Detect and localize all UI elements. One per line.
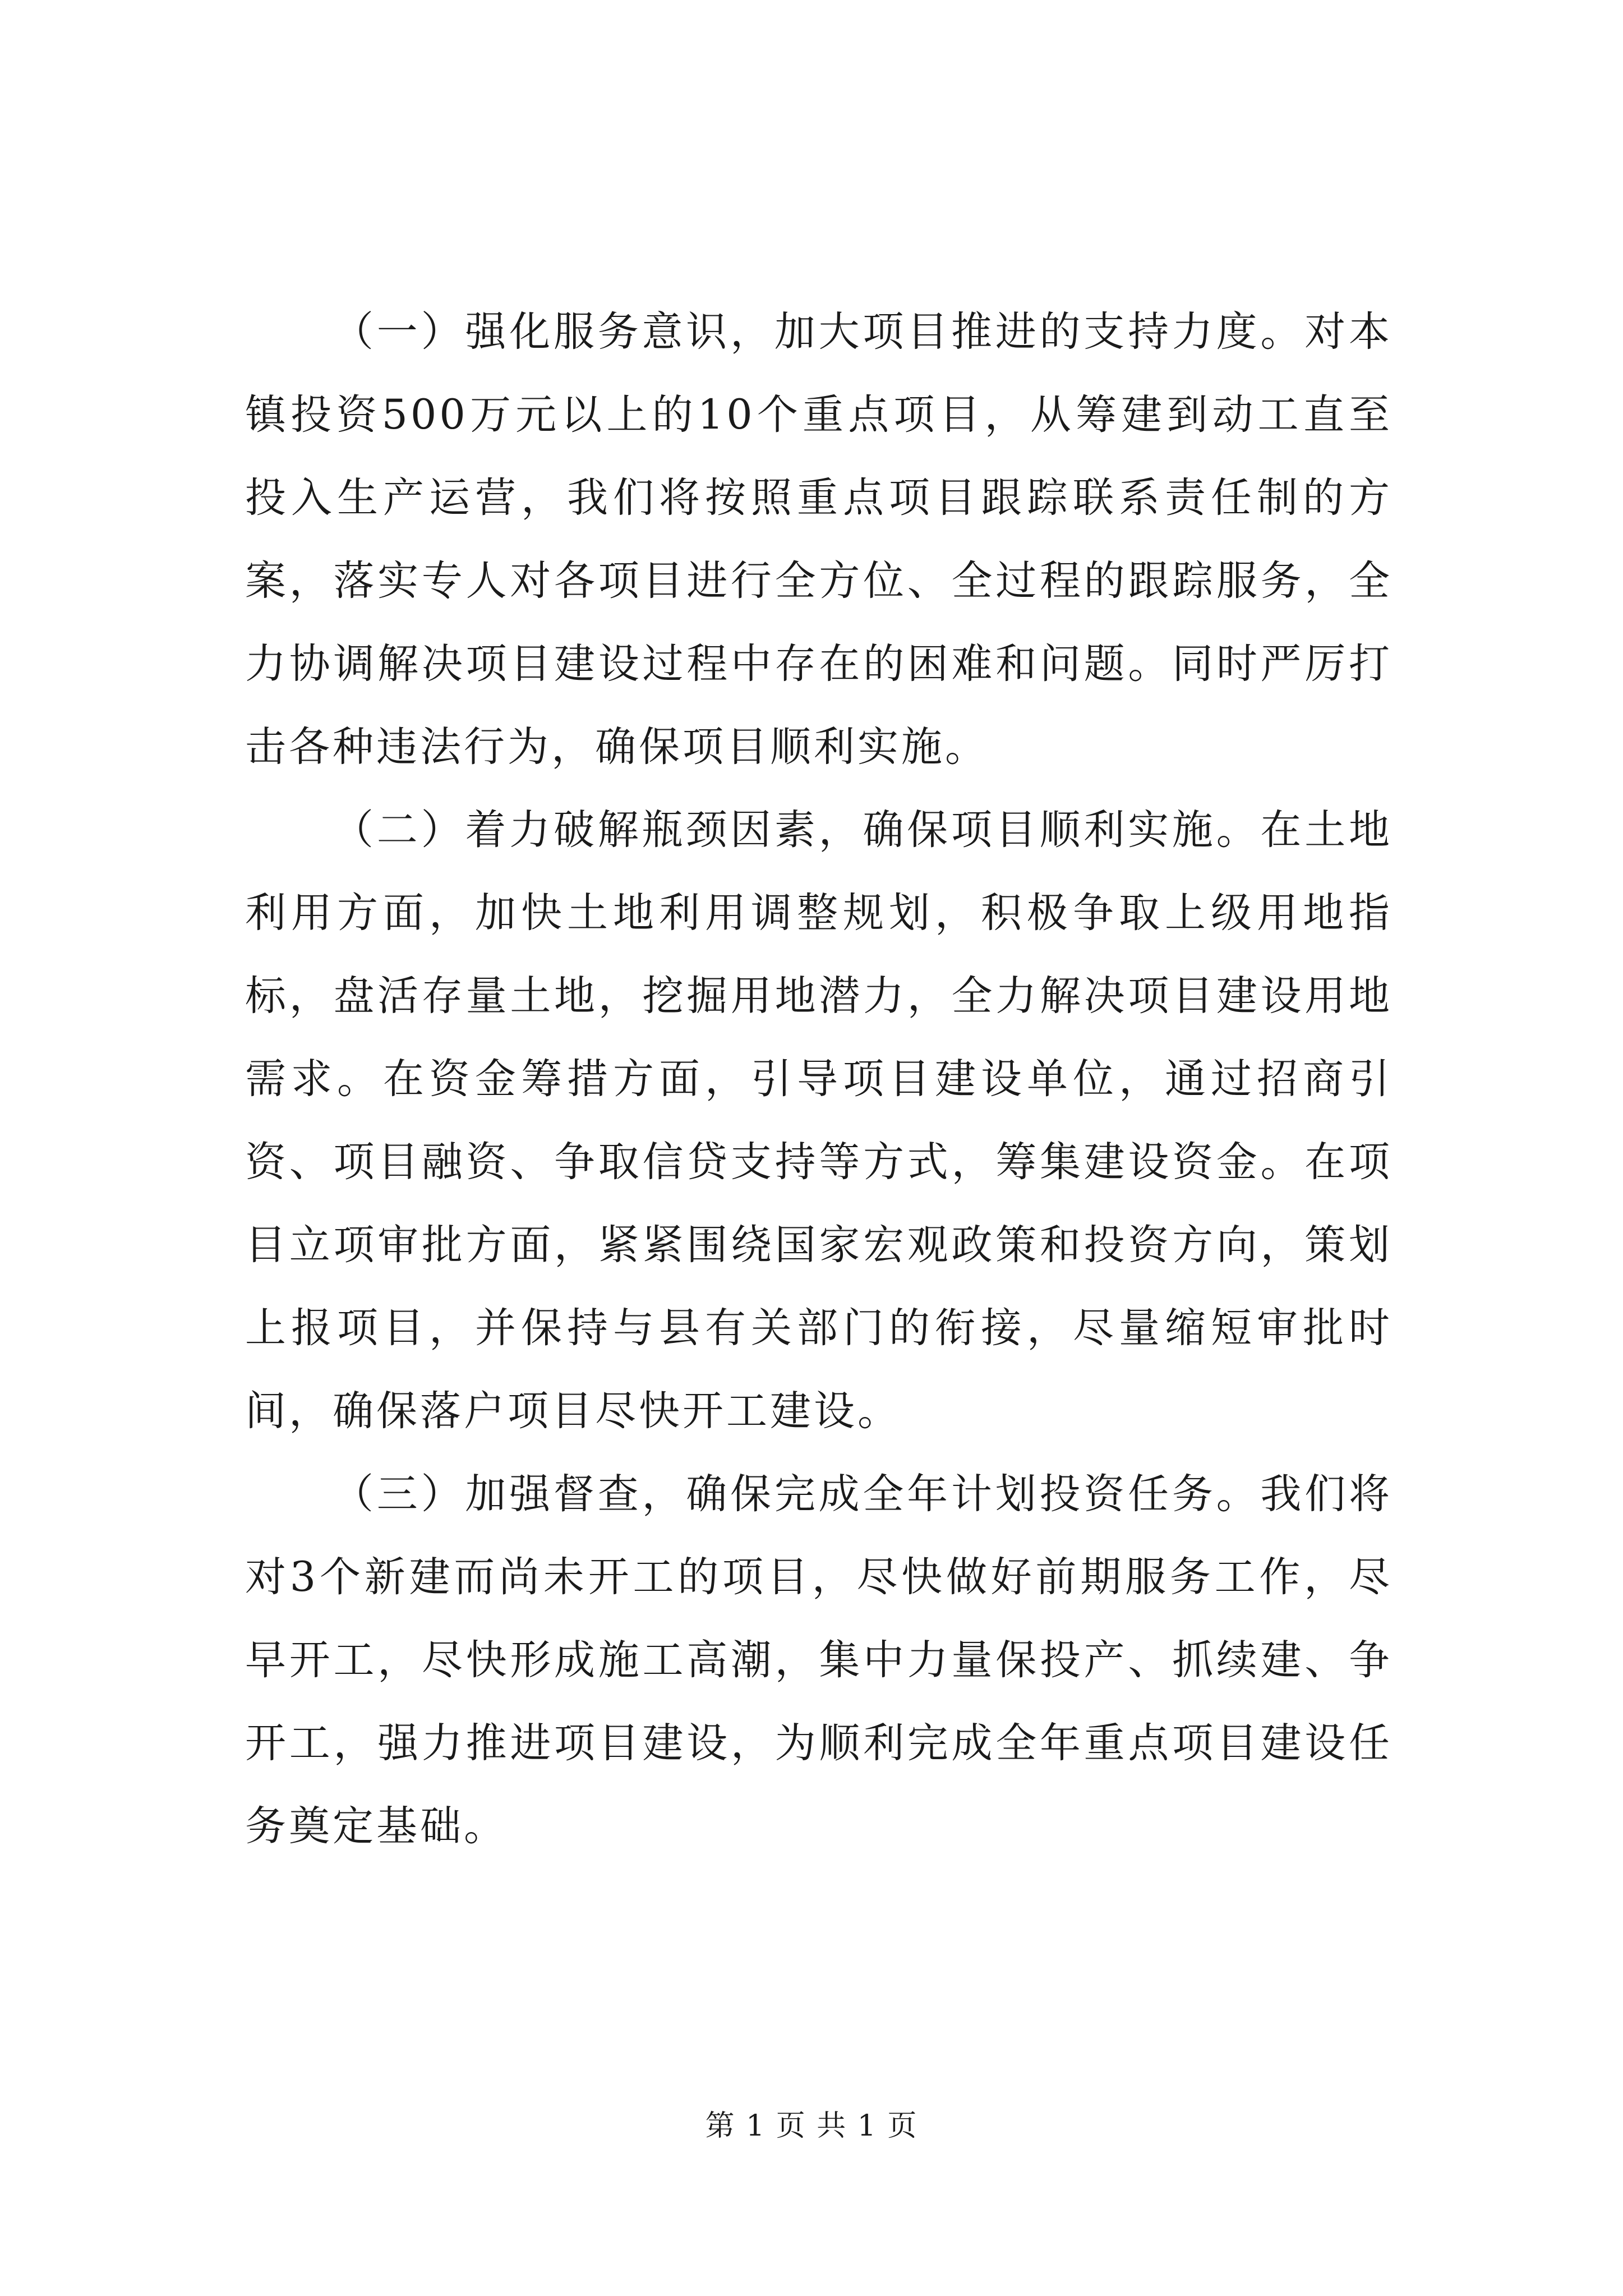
paragraph-1: （一）强化服务意识，加大项目推进的支持力度。对本镇投资500万元以上的10个重点项目，从筹建到动工直至投入生产运营，我们将按照重点项目跟踪联系责任制的方案，落实专人对各项目进行全方位、全过程的跟踪服务，全力协调解决项目建设过程中存在的困难和问题。同时严厉打击各种违法行为，确保项目顺利实施。 bbox=[245, 308, 1393, 771]
page-number-footer: 第 1 页 共 1 页 bbox=[705, 2109, 918, 2143]
document-body bbox=[245, 291, 1393, 1868]
paragraph-2: （二）着力破解瓶颈因素，确保项目顺利实施。在土地利用方面，加快土地利用调整规划，积极争取上级用地指标，盘活存量土地，挖掘用地潜力，全力解决项目建设用地需求。在资金筹措方面，引导项目建设单位，通过招商引资、项目融资、争取信贷支持等方式，筹集建设资金。在项目立项审批方面，紧紧围绕国家宏观政策和投资方向，策划上报项目，并保持与县有关部门的衔接，尽量缩短审批时间，确保落户项目尽快开工建设。 bbox=[245, 806, 1393, 1435]
paragraph-3: （三）加强督查，确保完成全年计划投资任务。我们将对3个新建而尚未开工的项目，尽快做好前期服务工作，尽早开工，尽快形成施工高潮，集中力量保投产、抓续建、争开工，强力推进项目建设，为顺利完成全年重点项目建设任务奠定基础。 bbox=[245, 1470, 1393, 1850]
